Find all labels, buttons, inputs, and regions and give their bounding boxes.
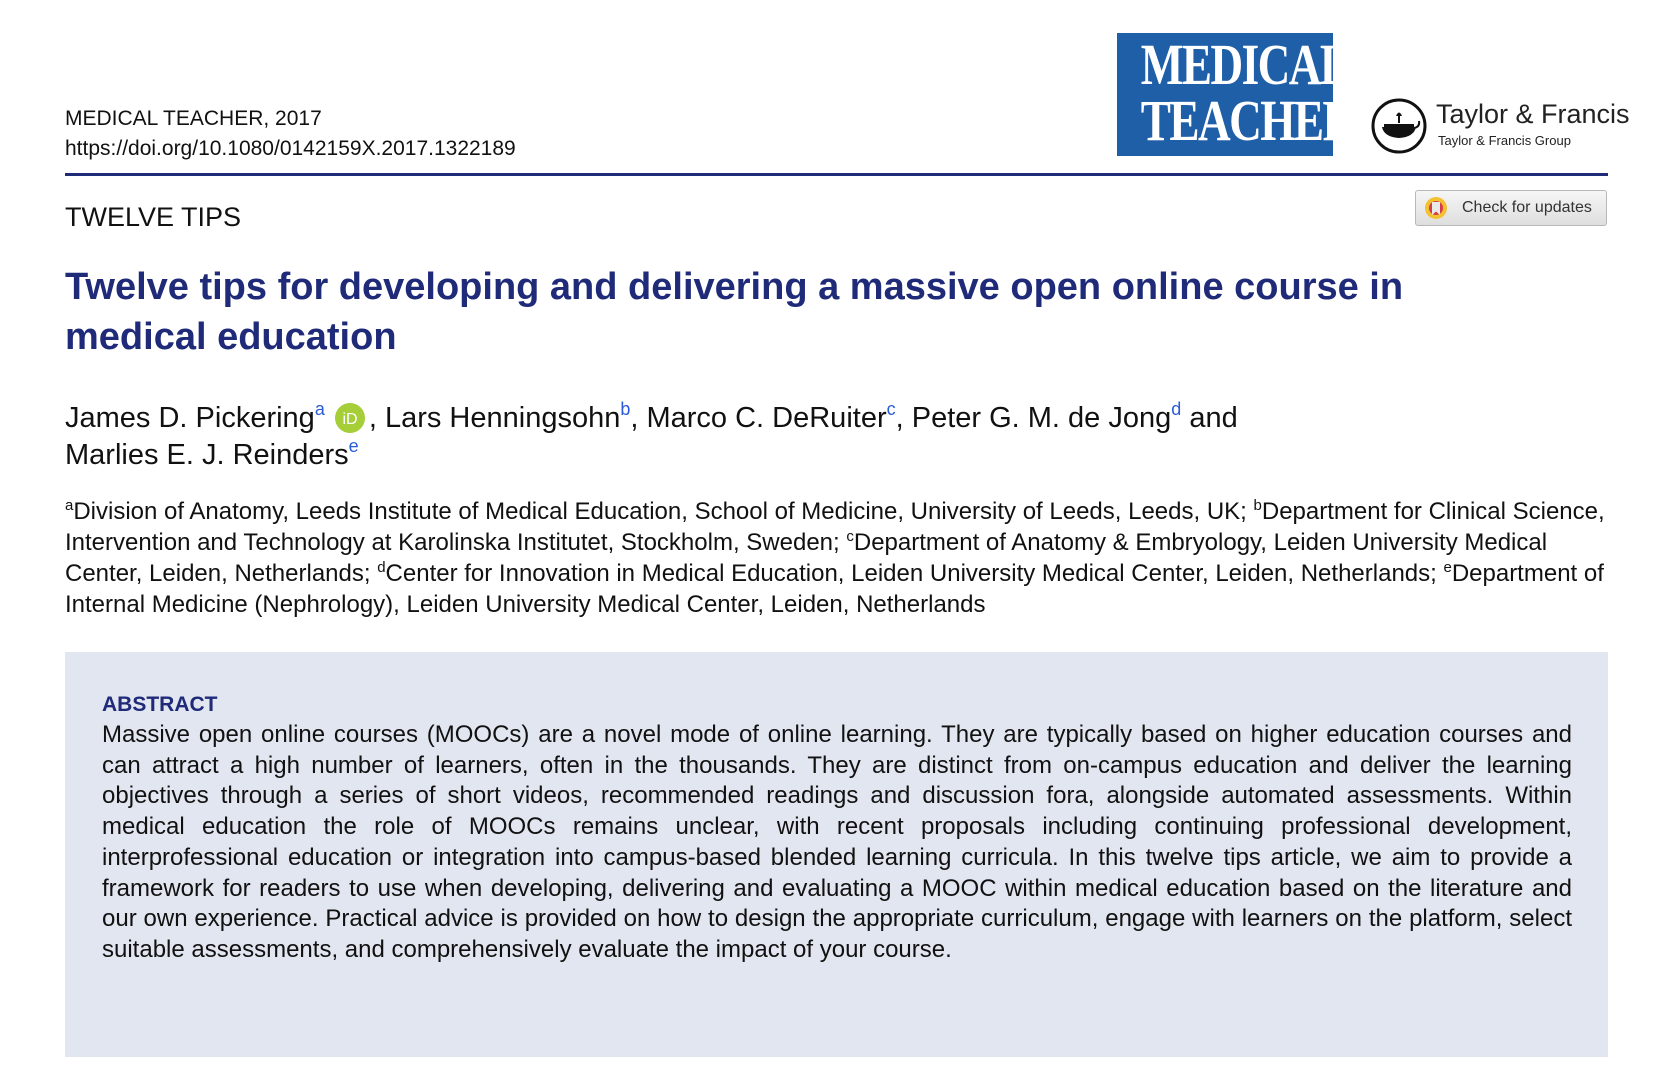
author-name: James D. Pickering bbox=[65, 402, 315, 434]
author-affiliation-mark[interactable]: c bbox=[886, 399, 896, 419]
check-updates-label: Check for updates bbox=[1462, 199, 1592, 216]
doi-link[interactable]: https://doi.org/10.1080/0142159X.2017.1322189 bbox=[65, 137, 516, 160]
author-separator: , bbox=[895, 402, 912, 434]
author-name: Lars Henningsohn bbox=[384, 402, 621, 434]
orcid-icon[interactable] bbox=[335, 403, 365, 433]
journal-logo-line1: MEDICAL bbox=[1140, 32, 1349, 97]
affiliation-text: Department for Clinical Science, Intervention and Technology at Karolinska Institutet, Stockholm, Sweden; bbox=[65, 498, 1605, 556]
author-affiliation-mark[interactable]: b bbox=[620, 399, 631, 419]
affiliation-text: Department of Anatomy & Embryology, Leiden University Medical Center, Leiden, Netherlands; bbox=[65, 529, 1548, 587]
affiliation-mark: a bbox=[65, 497, 74, 514]
svg-text:iD: iD bbox=[342, 411, 358, 428]
author-separator: , bbox=[368, 402, 385, 434]
bookmark-update-icon bbox=[1424, 196, 1448, 220]
article-title: Twelve tips for developing and delivering a massive open online course in medical education bbox=[65, 266, 1404, 358]
affiliation-mark: d bbox=[377, 559, 386, 576]
affiliation-text: Department of Internal Medicine (Nephrology), Leiden University Medical Center, Leiden, Netherlands bbox=[65, 560, 1604, 618]
abstract-heading: ABSTRACT bbox=[102, 693, 218, 716]
author-list bbox=[65, 400, 1465, 474]
header-divider bbox=[65, 173, 1608, 176]
author-affiliation-mark[interactable]: a bbox=[314, 399, 325, 419]
journal-citation: MEDICAL TEACHER, 2017 bbox=[65, 107, 322, 130]
affiliation-mark: c bbox=[846, 528, 854, 545]
lamp-icon bbox=[1370, 97, 1428, 155]
affiliations bbox=[65, 496, 1625, 620]
journal-logo-line2: TEACHER bbox=[1140, 88, 1354, 153]
author-separator: and bbox=[1181, 402, 1238, 434]
publisher-name: Taylor & Francis bbox=[1436, 99, 1630, 129]
publisher-logo bbox=[1370, 97, 1630, 157]
affiliation-mark: e bbox=[1443, 559, 1452, 576]
affiliation-text: Division of Anatomy, Leeds Institute of Medical Education, School of Medicine, University of Leeds, Leeds, UK; bbox=[73, 498, 1254, 525]
affiliation-text: Center for Innovation in Medical Education, Leiden University Medical Center, Leiden, Netherlands; bbox=[385, 560, 1444, 587]
abstract-box bbox=[65, 652, 1608, 1057]
section-label: TWELVE TIPS bbox=[65, 202, 242, 232]
publisher-group: Taylor & Francis Group bbox=[1438, 133, 1571, 148]
author-name: Marco C. DeRuiter bbox=[646, 402, 887, 434]
author-affiliation-mark[interactable]: d bbox=[1171, 399, 1182, 419]
affiliation-mark: b bbox=[1253, 497, 1262, 514]
author-affiliation-mark[interactable]: e bbox=[348, 436, 359, 456]
journal-info bbox=[65, 104, 516, 164]
author-separator: , bbox=[630, 402, 647, 434]
author-name: Peter G. M. de Jong bbox=[911, 402, 1172, 434]
journal-logo bbox=[1117, 32, 1354, 156]
abstract-text: Massive open online courses (MOOCs) are a novel mode of online learning. They are typically based on higher education courses and can attract a high number of learners, often in the thousands. They are distinct from on-campus education and deliver the learning objectives through a series of short videos, recommended readings and discussion fora, alongside automated assessments. Within medical education the role of MOOCs remains unclear, with recent proposals including continuing professional development, interprofessional education or integration into campus-based blended learning curricula. In this twelve tips article, we aim to provide a framework for readers to use when developing, delivering and evaluating a MOOC within medical education based on the literature and our own experience. Practical advice is provided on how to design the appropriate curriculum, engage with learners on the platform, select suitable assessments, and comprehensively evaluate the impact of your course. bbox=[102, 721, 1572, 963]
author-name: Marlies E. J. Reinders bbox=[65, 439, 349, 471]
check-updates-button[interactable] bbox=[1415, 190, 1607, 226]
